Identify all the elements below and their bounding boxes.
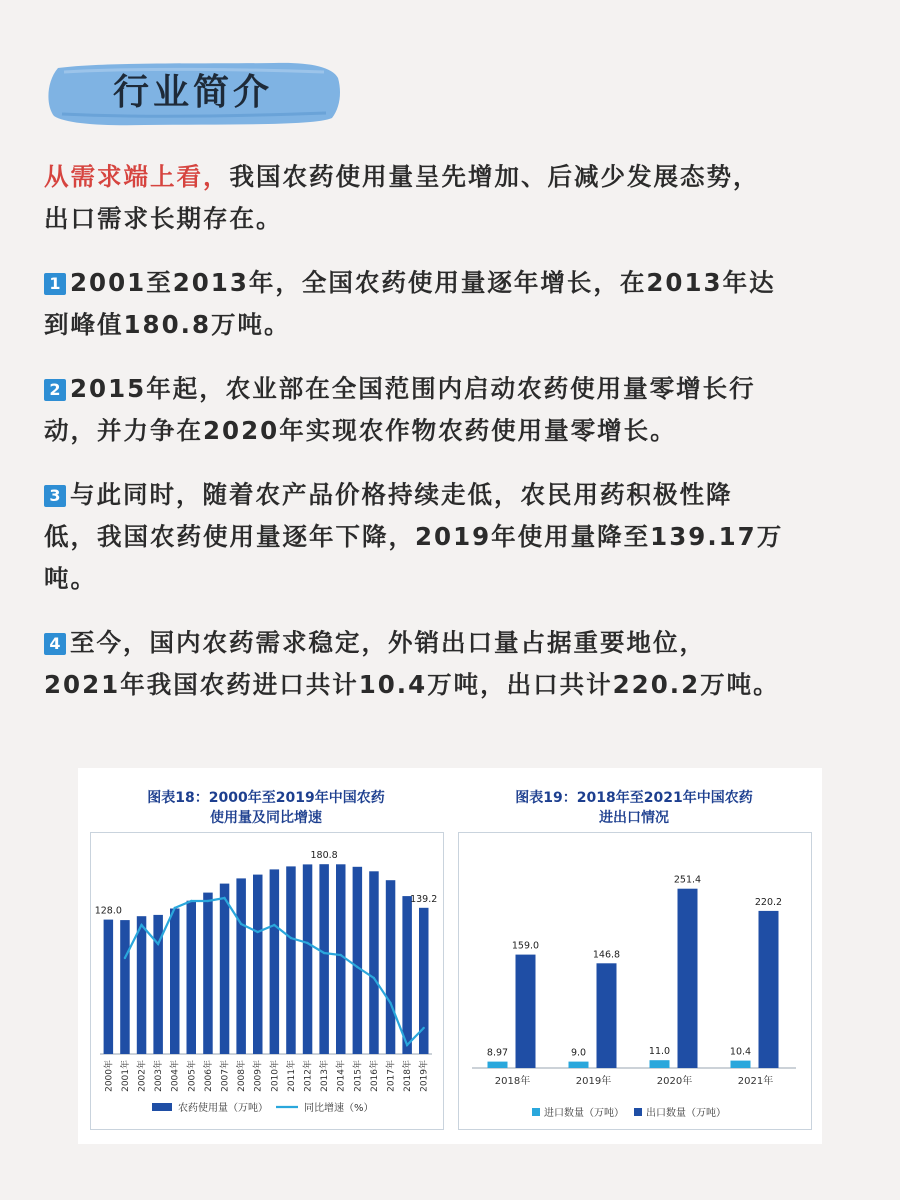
legend-label-growth: 同比增速（%） <box>304 1103 374 1114</box>
point-growth-2004年 <box>174 907 176 909</box>
bar-usage-2013年 <box>319 864 329 1054</box>
bar-usage-2006年 <box>203 893 213 1054</box>
paragraph-text: 出口需求长期存在。 <box>44 204 283 233</box>
point-growth-2019年 <box>423 1027 425 1029</box>
bar-usage-2011年 <box>286 866 296 1054</box>
point-growth-2005年 <box>190 900 192 902</box>
intro-highlight: 从需求端上看， <box>44 162 230 191</box>
chart-title-line: 图表18：2000年至2019年中国农药 <box>147 790 385 806</box>
x-tick-label: 2009年 <box>253 1060 264 1092</box>
paragraph-text: 吨。 <box>44 564 97 593</box>
bar-import-2021年 <box>731 1061 751 1068</box>
bar-usage-2009年 <box>253 875 263 1054</box>
bar-usage-2004年 <box>170 909 180 1055</box>
bar-usage-2001年 <box>120 920 130 1054</box>
x-tick-label: 2021年 <box>737 1076 774 1087</box>
data-label-usage: 128.0 <box>94 905 122 917</box>
chart-title-line: 使用量及同比增速 <box>210 810 322 826</box>
legend-label-export: 出口数量（万吨） <box>646 1108 726 1119</box>
point-growth-2006年 <box>207 900 209 902</box>
bar-usage-2002年 <box>137 916 147 1054</box>
bar-import-2018年 <box>488 1062 508 1068</box>
bar-usage-2015年 <box>353 867 363 1054</box>
point-growth-2017年 <box>389 1002 391 1004</box>
point-growth-2015年 <box>356 966 358 968</box>
data-label-export: 159.0 <box>511 940 540 952</box>
paragraph-text: 2015年起，农业部在全国范围内启动农药使用量零增长行 <box>70 374 756 403</box>
paragraph-text: 低，我国农药使用量逐年下降，2019年使用量降至139.17万 <box>44 522 784 551</box>
bar-export-2020年 <box>678 889 698 1068</box>
x-tick-label: 2012年 <box>303 1060 314 1092</box>
bar-usage-2016年 <box>369 871 379 1054</box>
bar-usage-2000年 <box>104 920 114 1054</box>
bar-usage-2012年 <box>303 864 313 1054</box>
bar-usage-2010年 <box>270 869 280 1054</box>
bar-export-2021年 <box>759 911 779 1068</box>
x-tick-label: 2000年 <box>104 1060 115 1092</box>
page-title: 行业简介 <box>112 72 273 113</box>
number-badge-3: 3 <box>44 485 66 507</box>
point-growth-2002年 <box>140 924 142 926</box>
legend-swatch-export <box>634 1108 642 1116</box>
paragraph-text: 我国农药使用量呈先增加、后减少发展态势， <box>229 162 760 191</box>
data-label-import: 8.97 <box>486 1047 509 1059</box>
point-growth-2010年 <box>273 924 275 926</box>
number-badge-1: 1 <box>44 273 66 295</box>
legend-label-import: 进口数量（万吨） <box>544 1108 624 1119</box>
point-growth-2016年 <box>373 977 375 979</box>
point-growth-2007年 <box>223 897 225 899</box>
bar-import-2019年 <box>569 1062 589 1068</box>
point-growth-2018年 <box>406 1044 408 1046</box>
paragraph-text: 2001至2013年，全国农药使用量逐年增长，在2013年达 <box>70 268 776 297</box>
paragraph-point-4 <box>44 622 864 706</box>
paragraph-point-2 <box>44 368 864 452</box>
x-tick-label: 2013年 <box>320 1060 331 1092</box>
x-tick-label: 2017年 <box>386 1060 397 1092</box>
point-growth-2008年 <box>240 923 242 925</box>
chart-title-import-export <box>458 788 810 828</box>
x-tick-label: 2007年 <box>220 1060 231 1092</box>
data-label-export: 146.8 <box>592 949 621 961</box>
x-tick-label: 2010年 <box>270 1060 281 1092</box>
point-growth-2001年 <box>124 957 126 959</box>
data-label-import: 9.0 <box>570 1047 587 1059</box>
x-tick-label: 2016年 <box>369 1060 380 1092</box>
legend-swatch-usage <box>152 1103 172 1111</box>
data-label-import: 11.0 <box>648 1046 671 1058</box>
data-label-usage: 139.2 <box>410 893 438 905</box>
x-tick-label: 2020年 <box>656 1076 693 1087</box>
x-tick-label: 2014年 <box>336 1060 347 1092</box>
data-label-import: 10.4 <box>729 1046 752 1058</box>
bar-usage-2008年 <box>236 878 246 1054</box>
data-label-usage: 180.8 <box>310 850 338 862</box>
point-growth-2012年 <box>306 942 308 944</box>
x-tick-label: 2001年 <box>120 1060 131 1092</box>
point-growth-2003年 <box>157 943 159 945</box>
chart-title-pesticide-usage <box>90 788 442 828</box>
bar-usage-2005年 <box>187 901 197 1054</box>
paragraph-point-1 <box>44 262 864 346</box>
paragraph-text: 至今，国内农药需求稳定，外销出口量占据重要地位， <box>70 628 706 657</box>
x-tick-label: 2003年 <box>154 1060 165 1092</box>
bar-usage-2017年 <box>386 880 396 1054</box>
paragraph-text: 动，并力争在2020年实现农作物农药使用量零增长。 <box>44 416 677 445</box>
number-badge-4: 4 <box>44 633 66 655</box>
x-tick-label: 2011年 <box>286 1060 297 1092</box>
bar-usage-2018年 <box>402 896 412 1054</box>
x-tick-label: 2018年 <box>403 1060 414 1092</box>
x-tick-label: 2018年 <box>494 1076 531 1087</box>
x-tick-label: 2006年 <box>203 1060 214 1092</box>
paragraph-point-3 <box>44 474 864 600</box>
chart-title-line: 进出口情况 <box>599 810 669 826</box>
point-growth-2013年 <box>323 952 325 954</box>
paragraph-text: 2021年我国农药进口共计10.4万吨，出口共计220.2万吨。 <box>44 670 780 699</box>
chart-pesticide-usage <box>90 832 442 1128</box>
bar-usage-2014年 <box>336 864 346 1054</box>
x-tick-label: 2002年 <box>137 1060 148 1092</box>
chart-title-line: 图表19：2018年至2021年中国农药 <box>515 790 753 806</box>
point-growth-2011年 <box>290 937 292 939</box>
x-tick-label: 2019年 <box>575 1076 612 1087</box>
x-tick-label: 2004年 <box>170 1060 181 1092</box>
chart-import-export <box>458 832 810 1128</box>
section-title-banner <box>44 58 342 128</box>
x-tick-label: 2008年 <box>237 1060 248 1092</box>
legend-swatch-import <box>532 1108 540 1116</box>
bar-usage-2007年 <box>220 884 230 1054</box>
x-tick-label: 2015年 <box>353 1060 364 1092</box>
paragraph-text: 到峰值180.8万吨。 <box>44 310 291 339</box>
x-tick-label: 2019年 <box>419 1060 430 1092</box>
bar-export-2019年 <box>597 963 617 1068</box>
paragraph-intro <box>44 156 864 240</box>
legend-label-usage: 农药使用量（万吨） <box>178 1103 268 1114</box>
point-growth-2014年 <box>340 954 342 956</box>
paragraph-text: 与此同时，随着农产品价格持续走低，农民用药积极性降 <box>70 480 733 509</box>
number-badge-2: 2 <box>44 379 66 401</box>
bar-import-2020年 <box>650 1060 670 1068</box>
x-tick-label: 2005年 <box>187 1060 198 1092</box>
data-label-export: 251.4 <box>673 874 702 886</box>
point-growth-2009年 <box>257 931 259 933</box>
bar-export-2018年 <box>516 955 536 1068</box>
data-label-export: 220.2 <box>754 896 783 908</box>
